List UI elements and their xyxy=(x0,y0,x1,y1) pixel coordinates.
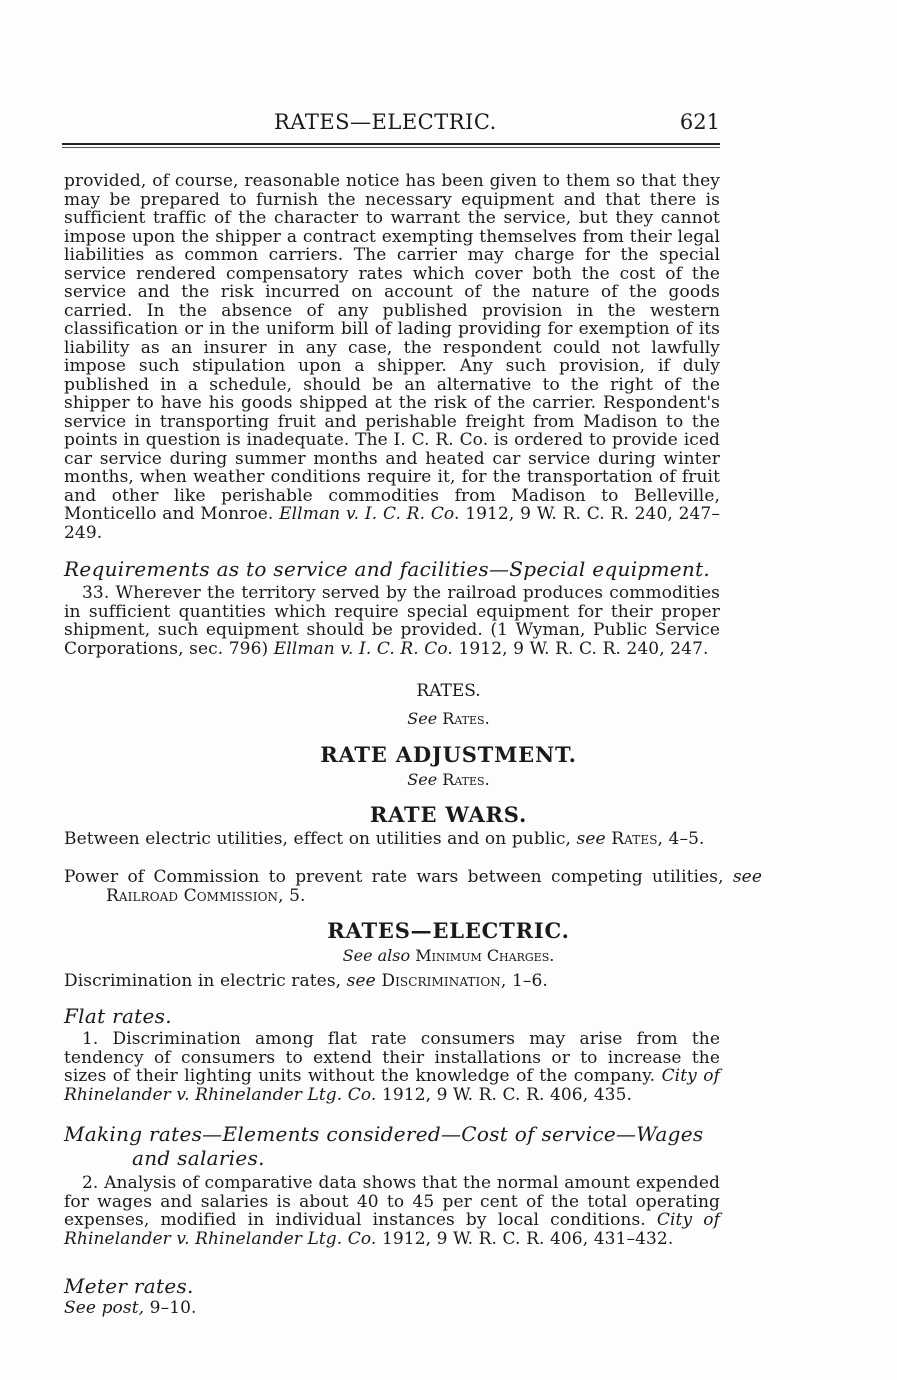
item-text: Between electric utilities, effect on utilities and on public, xyxy=(64,829,572,849)
citation-ref: 1912, 9 W. R. C. R. 240, 247–249. xyxy=(64,504,720,543)
citation-ref: 1912, 9 W. R. C. R. 406, 435. xyxy=(381,1084,632,1105)
heading-rate-adjustment: RATE ADJUSTMENT. xyxy=(320,742,577,767)
heading-rate-wars: RATE WARS. xyxy=(369,802,528,827)
flat-rates-paragraph xyxy=(64,1030,720,1104)
heading-rates-electric: RATES—ELECTRIC. xyxy=(327,918,570,943)
running-header xyxy=(64,110,720,144)
meter-rates-see xyxy=(64,1299,720,1318)
subheading-special-equipment: Requirements as to service and facilities—Special equipment. xyxy=(64,557,711,581)
see-also-target: Minimum Charges. xyxy=(415,946,555,965)
item-see: see xyxy=(732,867,762,887)
subheading-making-rates xyxy=(64,1122,720,1170)
see-target: Rates. xyxy=(442,770,490,789)
special-equipment-text: 33. Wherever the territory served by the railroad produces commodities in sufficient quantities which require special equipment for their proper shipment, such equipment should be provided. (1 Wyman, Public Service Corporations, sec. 796) xyxy=(64,583,720,659)
header-rule-thin xyxy=(62,147,720,148)
heading-rates: RATES. xyxy=(416,681,481,701)
item-target: Rates, xyxy=(611,829,664,849)
continuation-text: provided, of course, reasonable notice has been given to them so that they may be prepared to furnish the necessary equipment and that there is sufficient traffic of the character to warrant the service, but they cannot impose upon the shipper a contract exempting themselves from their legal liabilities as common carriers. The carrier may charge for the special service rendered compensatory rates which cover both the cost of the service and the risk incurred on account of the nature of the goods carried. In the absence of any published provision in the western classification or in the uniform bill of lading providing for exemption of its liability as an insurer in any case, the respondent could not lawfully impose such stipulation upon a shipper. Any such provision, if duly published in a schedule, should be an alternative to the right of the shipper to have his goods shipped at the risk of the carrier. Respondent's service in transporting fruit and perishable freight from Madison to the points in question is inadequate. The I. C. R. Co. is ordered to provide iced car service during summer months and heated car service during winter months, when weather conditions require it, for the transportation of fruit and other like perishable commodities from Madison to Belleville, Monticello and Monroe. xyxy=(64,171,720,524)
item-tail: 4–5. xyxy=(668,829,705,849)
rate-wars-item-1 xyxy=(64,830,762,849)
see-target: Rates. xyxy=(442,709,490,728)
item-tail: 5. xyxy=(289,885,306,906)
making-rates-paragraph xyxy=(64,1174,720,1248)
see-rates xyxy=(0,709,897,728)
discrimination-see: see xyxy=(346,971,376,991)
flat-rates-text: 1. Discrimination among flat rate consumers may arise from the tendency of consumers to extend their installations or to increase the sizes of their lighting units without the knowledge of the company. xyxy=(64,1029,720,1086)
citation-ref: 1912, 9 W. R. C. R. 240, 247. xyxy=(458,638,709,659)
special-equipment-paragraph xyxy=(64,584,720,658)
rate-wars-item-2 xyxy=(64,868,762,905)
continuation-paragraph xyxy=(64,172,720,542)
see-also-minimum-charges xyxy=(0,946,897,965)
discrimination-line xyxy=(64,972,720,991)
item-see: see xyxy=(576,829,606,849)
see-post-word: See post, xyxy=(64,1298,145,1318)
see-post-ref: 9–10. xyxy=(149,1298,197,1318)
citation-case: City of Rhinelander v. Rhinelander Ltg. Co. xyxy=(64,1210,720,1249)
citation-ref: 1912, 9 W. R. C. R. 406, 431–432. xyxy=(381,1228,674,1249)
subheading-meter-rates: Meter rates. xyxy=(64,1274,194,1298)
discrimination-text: Discrimination in electric rates, xyxy=(64,971,342,991)
item-target: Railroad Commission, xyxy=(106,885,284,906)
item-text: Power of Commission to prevent rate wars between competing utilities, xyxy=(64,867,724,887)
citation-case: Ellman v. I. C. R. Co. xyxy=(273,638,453,659)
see-word: See xyxy=(407,770,438,789)
citation-case: Ellman v. I. C. R. Co. xyxy=(279,504,460,524)
discrimination-tail: 1–6. xyxy=(511,971,548,991)
see-also-word: See also xyxy=(342,946,411,965)
see-word: See xyxy=(407,709,438,728)
subheading-flat-rates: Flat rates. xyxy=(64,1004,172,1028)
discrimination-target: Discrimination, xyxy=(381,971,507,991)
header-rule xyxy=(62,143,720,145)
making-rates-text: 2. Analysis of comparative data shows that the normal amount expended for wages and salaries is about 40 to 45 per cent of the total operating expenses, modified in individual instances by local conditions. xyxy=(64,1173,720,1230)
citation-case: City of Rhinelander v. Rhinelander Ltg. Co. xyxy=(64,1066,720,1105)
running-title: RATES—ELECTRIC. xyxy=(274,110,497,134)
see-rates-adjustment xyxy=(0,770,897,789)
page-number: 621 xyxy=(679,110,720,134)
subheading-line-2: and salaries. xyxy=(132,1146,265,1170)
subheading-line-1: Making rates—Elements considered—Cost of service—Wages xyxy=(64,1122,704,1146)
